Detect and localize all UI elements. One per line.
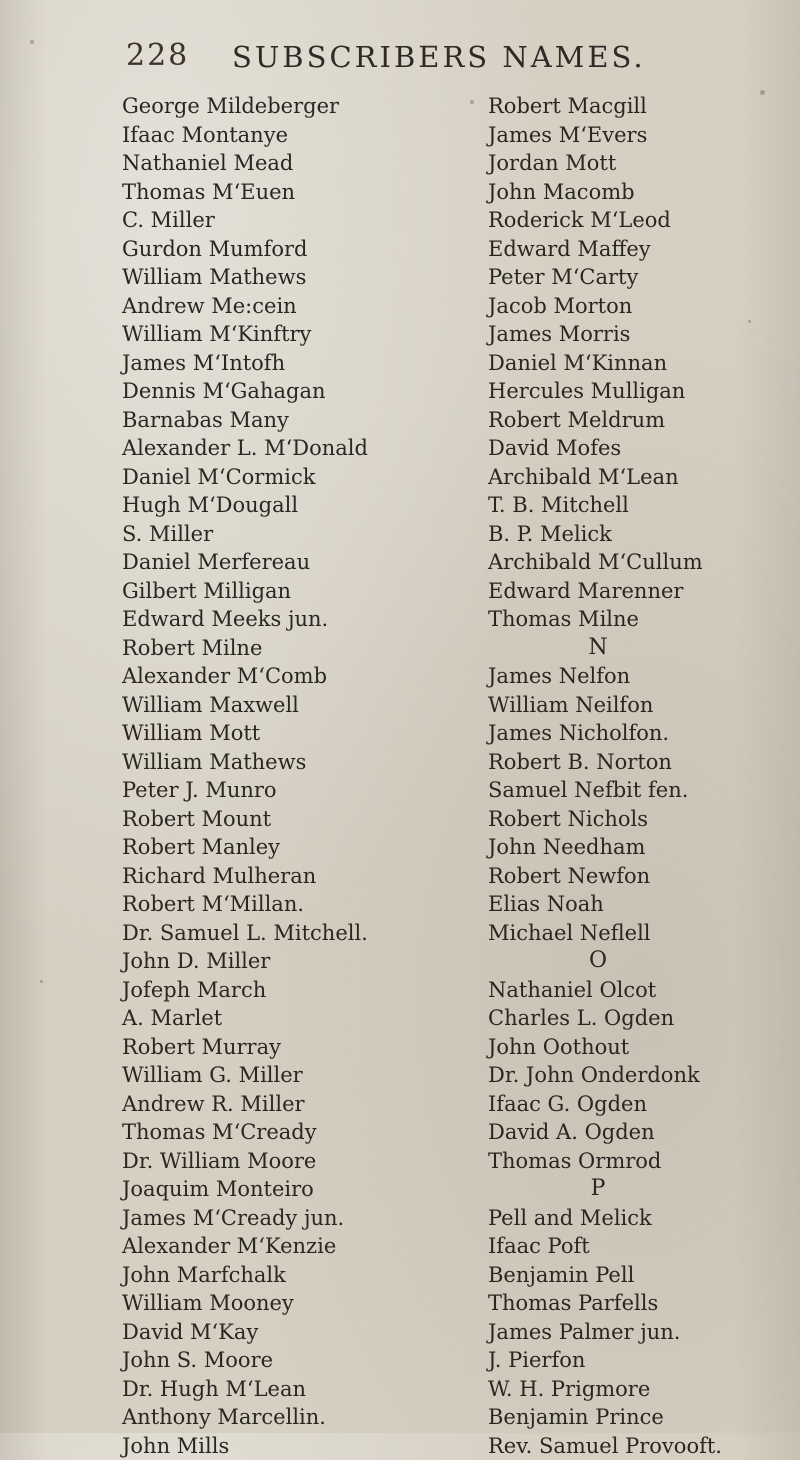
subscriber-name: S. Miller	[122, 520, 452, 549]
paper-speck	[30, 40, 34, 44]
subscriber-name: Hercules Mulligan	[488, 377, 788, 406]
subscriber-name: Thomas M‘Euen	[122, 178, 452, 207]
subscriber-name: Thomas M‘Cready	[122, 1118, 452, 1147]
subscriber-name: David M‘Kay	[122, 1318, 452, 1347]
subscriber-name: Edward Marenner	[488, 577, 788, 606]
subscriber-name: Alexander M‘Comb	[122, 662, 452, 691]
section-letter: N	[488, 634, 708, 663]
subscriber-name: Gilbert Milligan	[122, 577, 452, 606]
subscriber-name: Anthony Marcellin.	[122, 1403, 452, 1432]
subscriber-name: A. Marlet	[122, 1004, 452, 1033]
subscriber-name: William Mathews	[122, 263, 452, 292]
subscriber-name: Ifaac G. Ogden	[488, 1090, 788, 1119]
subscriber-name: James M‘Cready jun.	[122, 1204, 452, 1233]
subscriber-name: Joaquim Monteiro	[122, 1175, 452, 1204]
subscriber-name: John Macomb	[488, 178, 788, 207]
subscriber-name: Thomas Parfells	[488, 1289, 788, 1318]
subscriber-name: Daniel M‘Cormick	[122, 463, 452, 492]
subscriber-name: Robert Macgill	[488, 92, 788, 121]
page-number: 228	[126, 38, 189, 73]
subscriber-name: Daniel Merfereau	[122, 548, 452, 577]
subscriber-name: James Palmer jun.	[488, 1318, 788, 1347]
subscriber-name: J. Pierfon	[488, 1346, 788, 1375]
subscriber-name: Benjamin Prince	[488, 1403, 788, 1432]
subscriber-name: James M‘Intofh	[122, 349, 452, 378]
subscriber-name: James Nelfon	[488, 662, 788, 691]
section-letter: P	[488, 1175, 708, 1204]
subscriber-name: David A. Ogden	[488, 1118, 788, 1147]
subscriber-name: Jordan Mott	[488, 149, 788, 178]
subscriber-name: Barnabas Many	[122, 406, 452, 435]
subscriber-name: Jacob Morton	[488, 292, 788, 321]
subscriber-name: Robert B. Norton	[488, 748, 788, 777]
subscriber-name: David Mofes	[488, 434, 788, 463]
subscriber-name: Benjamin Pell	[488, 1261, 788, 1290]
right-name-column	[488, 92, 788, 1460]
subscriber-name: Richard Mulheran	[122, 862, 452, 891]
subscriber-name: Edward Meeks jun.	[122, 605, 452, 634]
page-header	[120, 38, 740, 88]
subscriber-name: John S. Moore	[122, 1346, 452, 1375]
subscriber-name: Pell and Melick	[488, 1204, 788, 1233]
subscriber-name: James Nicholfon.	[488, 719, 788, 748]
subscriber-name: Jofeph March	[122, 976, 452, 1005]
subscriber-name: William M‘Kinftry	[122, 320, 452, 349]
subscriber-name: Robert M‘Millan.	[122, 890, 452, 919]
subscriber-name: Robert Mount	[122, 805, 452, 834]
subscriber-name: Robert Murray	[122, 1033, 452, 1062]
subscriber-name: Hugh M‘Dougall	[122, 491, 452, 520]
subscriber-name: Peter M‘Carty	[488, 263, 788, 292]
running-head-title: SUBSCRIBERS NAMES.	[232, 40, 646, 74]
subscriber-name: George Mildeberger	[122, 92, 452, 121]
paper-speck	[748, 320, 751, 323]
subscriber-name: Andrew R. Miller	[122, 1090, 452, 1119]
paper-speck	[760, 90, 765, 95]
subscriber-name: William Mathews	[122, 748, 452, 777]
subscriber-name: Archibald M‘Lean	[488, 463, 788, 492]
paper-speck	[40, 980, 43, 983]
subscriber-name: Andrew Me:cein	[122, 292, 452, 321]
subscriber-name: Ifaac Poft	[488, 1232, 788, 1261]
subscriber-name: William Maxwell	[122, 691, 452, 720]
subscriber-name: Samuel Nefbit fen.	[488, 776, 788, 805]
subscriber-name: Dr. Hugh M‘Lean	[122, 1375, 452, 1404]
subscriber-name: Thomas Milne	[488, 605, 788, 634]
subscriber-name: John D. Miller	[122, 947, 452, 976]
subscriber-name: Edward Maffey	[488, 235, 788, 264]
left-name-column	[122, 92, 452, 1460]
subscriber-name: W. H. Prigmore	[488, 1375, 788, 1404]
subscriber-name: Robert Manley	[122, 833, 452, 862]
subscriber-name: Dr. John Onderdonk	[488, 1061, 788, 1090]
subscriber-name: John Mills	[122, 1432, 452, 1460]
subscriber-name: Robert Meldrum	[488, 406, 788, 435]
subscriber-name: Alexander M‘Kenzie	[122, 1232, 452, 1261]
subscriber-name: William Mooney	[122, 1289, 452, 1318]
section-letter: O	[488, 947, 708, 976]
subscriber-name: Rev. Samuel Provooft.	[488, 1432, 788, 1460]
subscriber-name: Robert Newfon	[488, 862, 788, 891]
subscriber-name: Archibald M‘Cullum	[488, 548, 788, 577]
subscriber-name: John Needham	[488, 833, 788, 862]
subscriber-name: James Morris	[488, 320, 788, 349]
subscriber-name: Elias Noah	[488, 890, 788, 919]
subscriber-name: Robert Milne	[122, 634, 452, 663]
subscriber-name: Dr. William Moore	[122, 1147, 452, 1176]
subscriber-name: Dennis M‘Gahagan	[122, 377, 452, 406]
subscriber-name: Robert Nichols	[488, 805, 788, 834]
subscriber-name: John Oothout	[488, 1033, 788, 1062]
subscriber-name: T. B. Mitchell	[488, 491, 788, 520]
subscriber-name: Nathaniel Olcot	[488, 976, 788, 1005]
subscriber-name: John Marfchalk	[122, 1261, 452, 1290]
subscriber-name: Charles L. Ogden	[488, 1004, 788, 1033]
subscriber-name: Dr. Samuel L. Mitchell.	[122, 919, 452, 948]
subscriber-name: William Neilfon	[488, 691, 788, 720]
subscriber-name: Gurdon Mumford	[122, 235, 452, 264]
subscriber-name: Roderick M‘Leod	[488, 206, 788, 235]
subscriber-name: Peter J. Munro	[122, 776, 452, 805]
subscriber-name: Michael Neflell	[488, 919, 788, 948]
subscriber-name: William Mott	[122, 719, 452, 748]
subscriber-name: Nathaniel Mead	[122, 149, 452, 178]
subscriber-name: C. Miller	[122, 206, 452, 235]
subscriber-name: Alexander L. M‘Donald	[122, 434, 452, 463]
subscriber-name: Thomas Ormrod	[488, 1147, 788, 1176]
subscriber-name: Ifaac Montanye	[122, 121, 452, 150]
subscriber-name: William G. Miller	[122, 1061, 452, 1090]
subscriber-name: James M‘Evers	[488, 121, 788, 150]
subscriber-name: Daniel M‘Kinnan	[488, 349, 788, 378]
subscriber-name: B. P. Melick	[488, 520, 788, 549]
paper-speck	[470, 100, 474, 104]
